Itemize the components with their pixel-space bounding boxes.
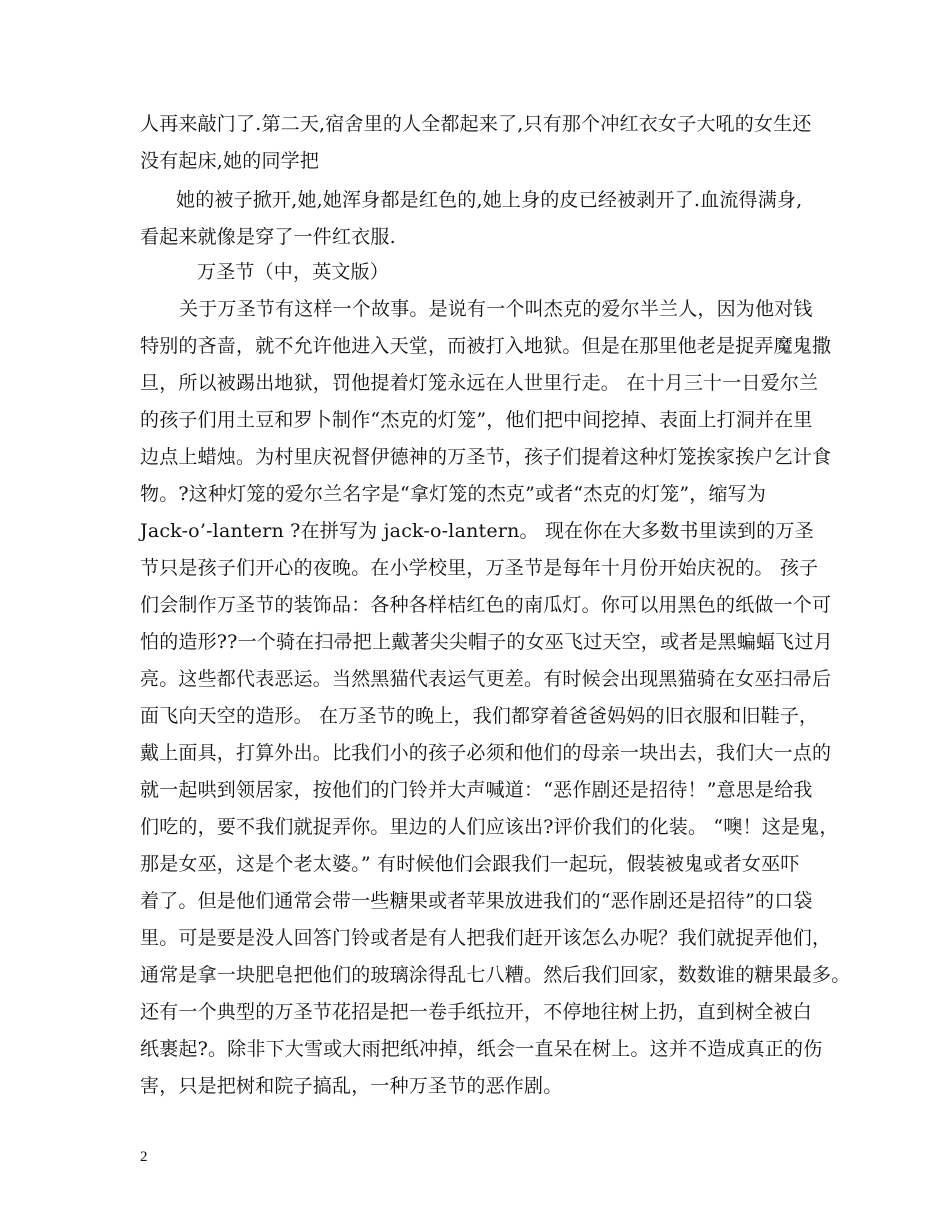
text-line: 关于万圣节有这样一个故事。是说有一个叫杰克的爱尔半兰人，因为他对钱 [179,298,813,320]
text-line: 们会制作万圣节的装饰品：各种各样桔红色的南瓜灯。你可以用黑色的纸做一个可 [140,594,832,616]
text-line: 的孩子们用土豆和罗卜制作“杰克的灯笼”，他们把中间挖掉、表面上打洞并在里 [140,409,813,431]
text-line: 那是女巫，这是个老太婆。” 有时候他们会跟我们一起玩，假装被鬼或者女巫吓 [140,853,800,875]
text-line: 特别的吝啬，就不允许他进入天堂，而被打入地狱。但是在那里他老是捉弄魔鬼撒 [140,335,832,357]
text-line: 旦，所以被踢出地狱，罚他提着灯笼永远在人世里行走。 在十月三十一日爱尔兰 [140,372,819,394]
text-line: 就一起哄到领居家，按他们的门铃并大声喊道：“恶作剧还是招待！”意思是给我 [140,779,813,801]
text-line: 她的被子掀开,她,她浑身都是红色的,她上身的皮已经被剥开了.血流得满身, [176,189,803,211]
text-line: 亮。这些都代表恶运。当然黑猫代表运气更差。有时候会出现黑猫骑在女巫扫帚后 [140,668,832,690]
text-line: 看起来就像是穿了一件红衣服. [140,226,396,248]
text-line: 没有起床,她的同学把 [140,150,320,172]
text-line: 怕的造形??一个骑在扫帚把上戴著尖尖帽子的女巫飞过天空，或者是黑蝙蝠飞过月 [140,631,833,653]
text-line: 戴上面具，打算外出。比我们小的孩子必须和他们的母亲一块出去，我们大一点的 [140,742,832,764]
text-line: 面飞向天空的造形。 在万圣节的晚上，我们都穿着爸爸妈妈的旧衣服和旧鞋子， [140,705,819,727]
text-line: 边点上蜡烛。为村里庆祝督伊德神的万圣节，孩子们提着这种灯笼挨家挨户乞计食 [140,446,832,468]
text-line: 们吃的，要不我们就捉弄你。里边的人们应该出?评价我们的化装。 “噢！这是鬼， [140,816,839,838]
text-line: 害，只是把树和院子搞乱，一种万圣节的恶作剧。 [140,1075,563,1097]
text-line: 节只是孩子们开心的夜晚。在小学校里，万圣节是每年十月份开始庆祝的。 孩子 [140,557,819,579]
page-number: 2 [140,1149,148,1165]
text-line: Jack-o’-lantern ?在拼写为 jack-o-lantern。 现在你在大多数书里读到的万圣 [140,520,814,542]
text-line: 人再来敲门了.第二天,宿舍里的人全都起来了,只有那个冲红衣女子大吼的女生还 [140,113,812,135]
text-line: 通常是拿一块肥皂把他们的玻璃涂得乱七八糟。然后我们回家，数数谁的糖果最多。 [140,964,851,986]
text-line: 里。可是要是没人回答门铃或者是有人把我们赶开该怎么办呢？我们就捉弄他们， [140,927,832,949]
text-line: 着了。但是他们通常会带一些糖果或者苹果放进我们的“恶作剧还是招待”的口袋 [140,890,813,912]
text-line: 纸裹起?。除非下大雪或大雨把纸冲掉，纸会一直呆在树上。这并不造成真正的伤 [140,1038,823,1060]
section-title: 万圣节（中，英文版） [197,261,390,283]
text-line: 物。?这种灯笼的爱尔兰名字是“拿灯笼的杰克”或者“杰克的灯笼”，缩写为 [140,483,767,505]
text-line: 还有一个典型的万圣节花招是把一卷手纸拉开，不停地往树上扔，直到树全被白 [140,1001,813,1023]
